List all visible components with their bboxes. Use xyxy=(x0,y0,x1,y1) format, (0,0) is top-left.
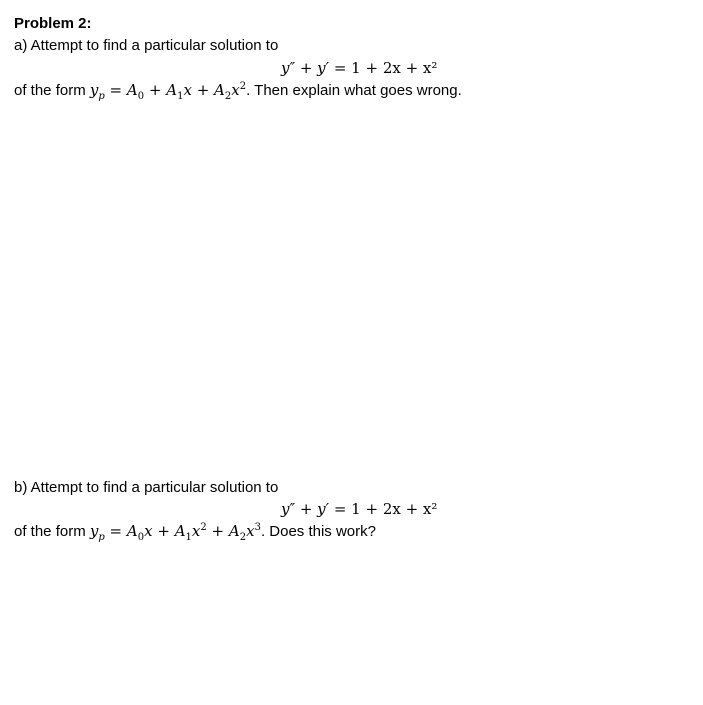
part-a-equation xyxy=(281,58,437,78)
part-a-form-expression: $y_p = A_0 + A_1x + A_2x^2$ xyxy=(89,81,247,102)
part-b-form xyxy=(14,521,376,542)
part-a-form-suffix: . Then explain what goes wrong. xyxy=(246,82,462,99)
part-b-form-expression: $y_p = A_0x + A_1x^2 + A_2x^3$ xyxy=(89,522,261,543)
part-b-form-suffix: . Does this work? xyxy=(260,523,376,540)
part-a-equation-lhs: y″ + y′ xyxy=(281,59,330,77)
part-a-form-prefix: of the form xyxy=(14,82,90,99)
part-b-equation-rhs: = 1 + 2x + x² xyxy=(333,500,438,518)
part-b-form-prefix: of the form xyxy=(14,523,90,540)
part-b-equation-lhs: y″ + y′ xyxy=(281,500,330,518)
part-b-intro: b) Attempt to find a particular solution to xyxy=(14,479,279,496)
part-a-intro: a) Attempt to find a particular solution to xyxy=(14,37,279,54)
part-a-equation-rhs: = 1 + 2x + x² xyxy=(333,59,438,77)
part-b-equation xyxy=(281,499,437,519)
part-a-form xyxy=(14,80,462,101)
problem-title: Problem 2: xyxy=(14,15,92,32)
